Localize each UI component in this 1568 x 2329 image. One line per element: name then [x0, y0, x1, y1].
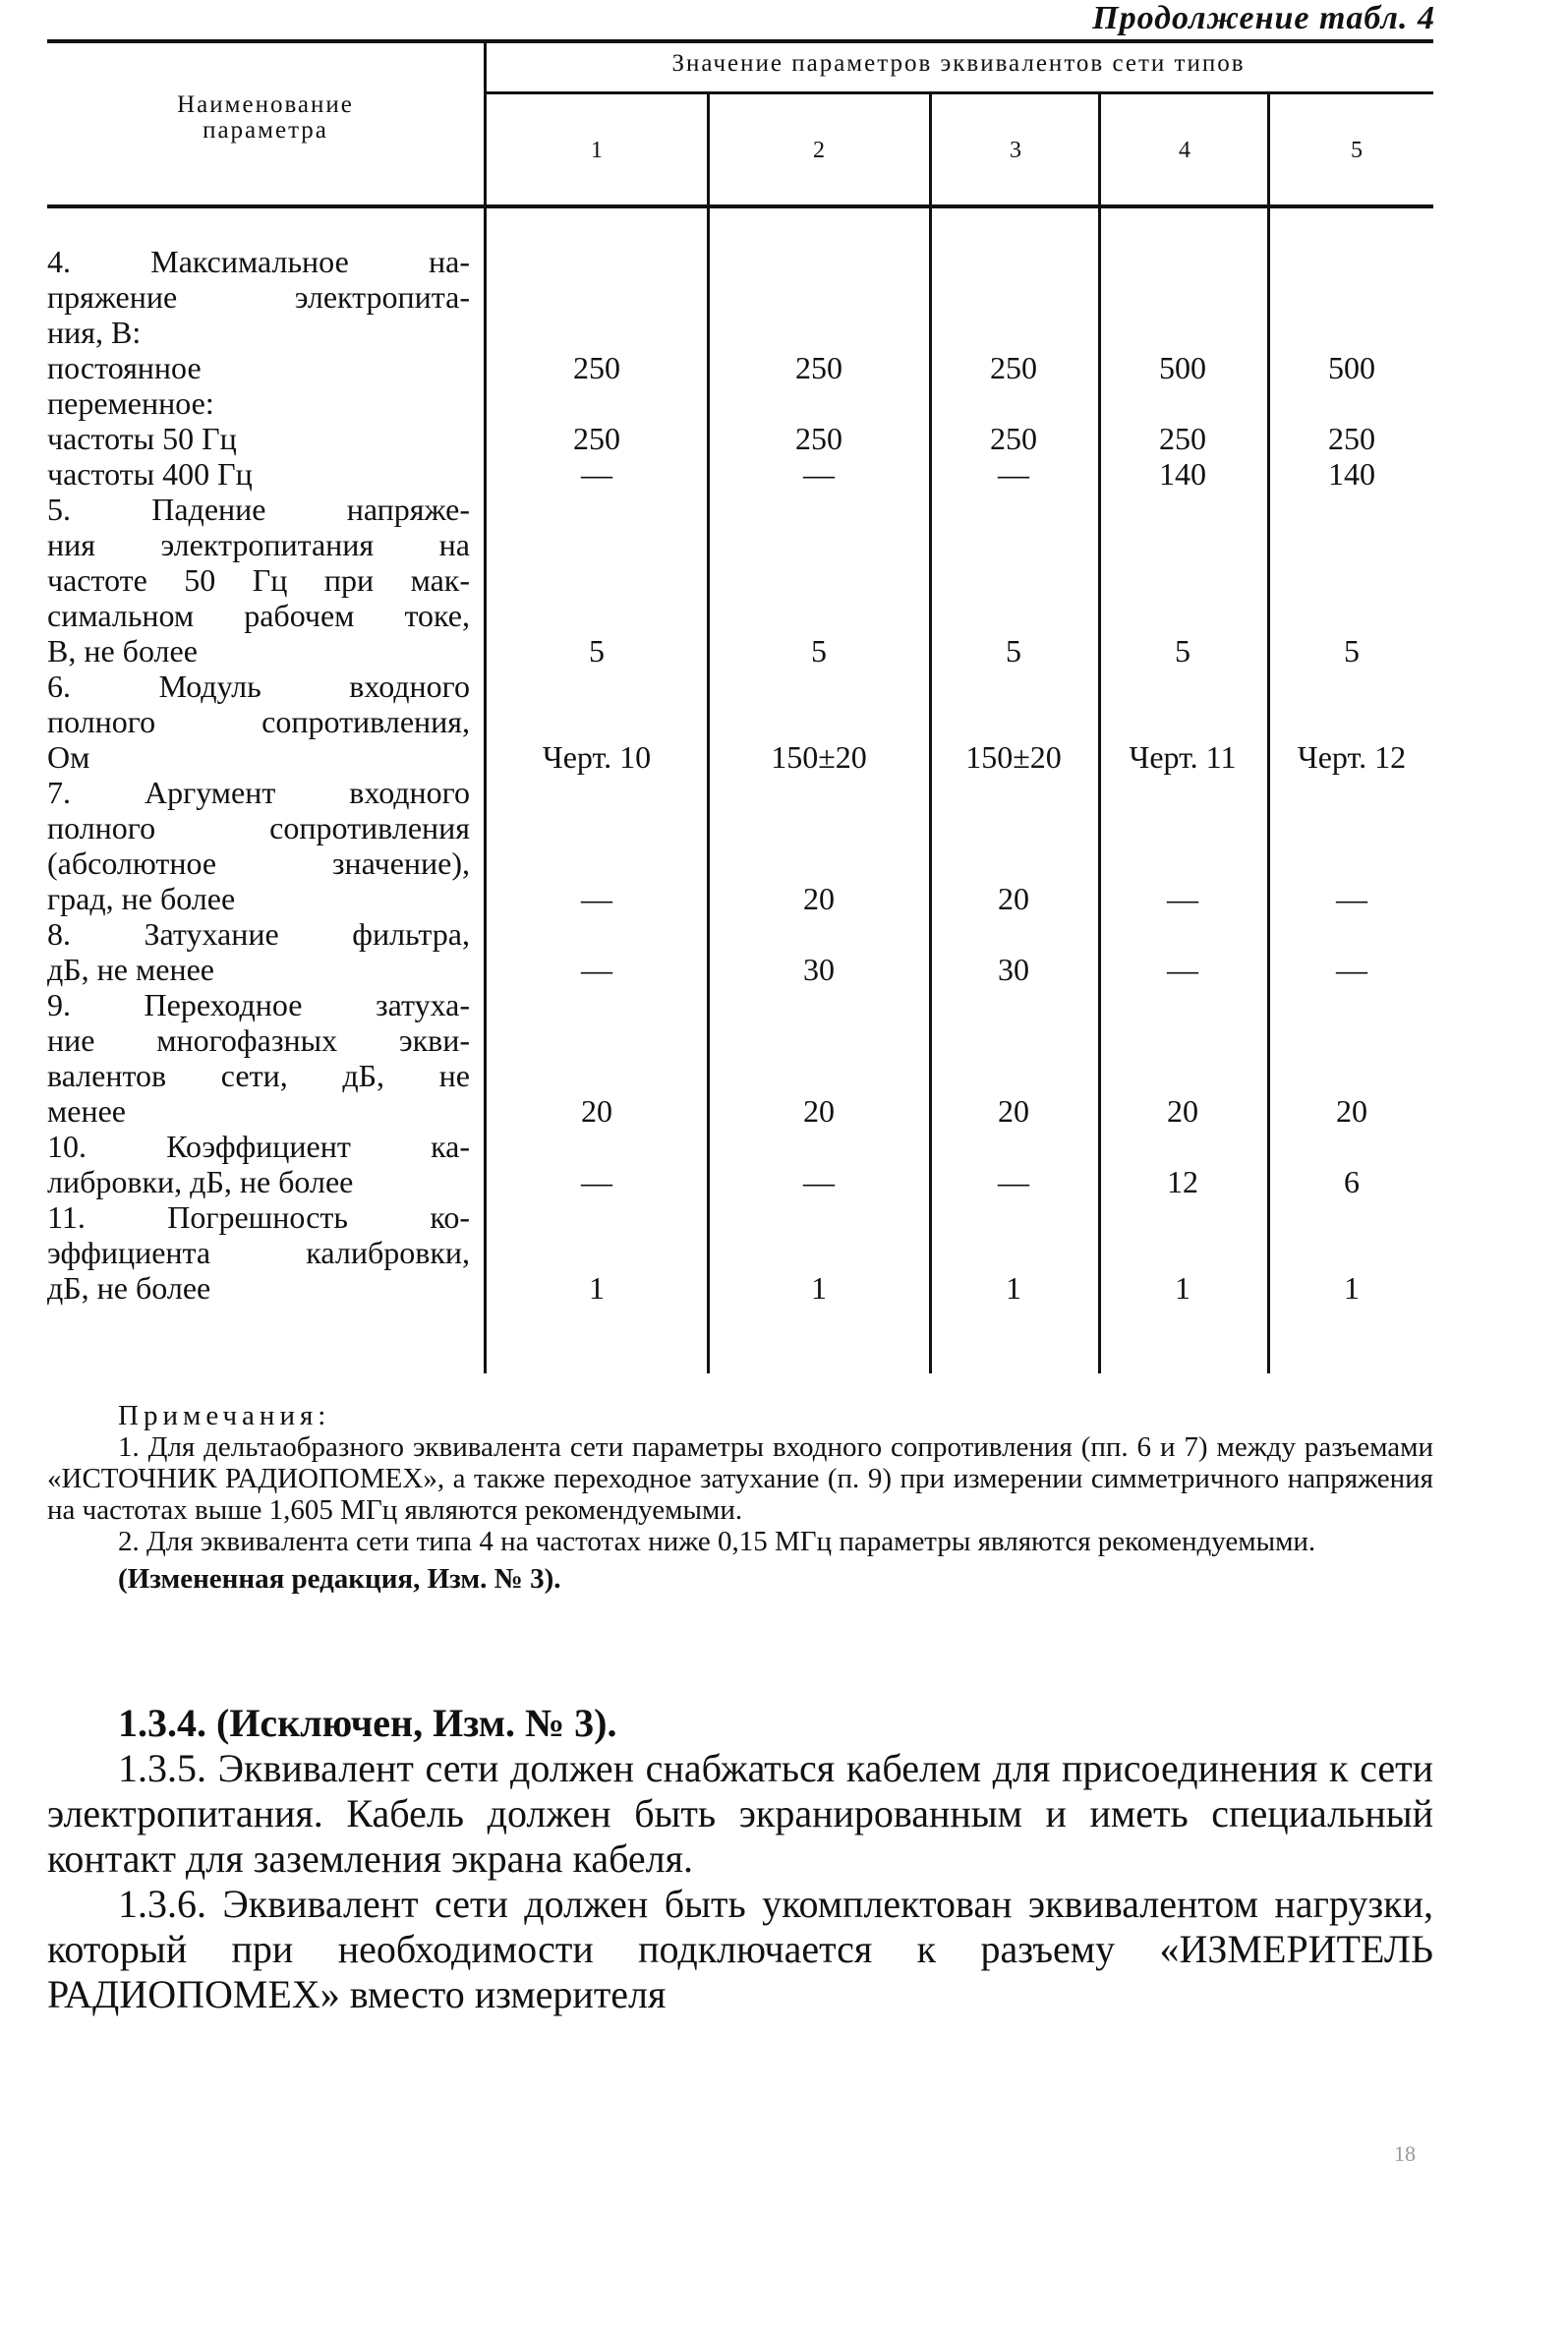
value-cell: —	[581, 952, 612, 987]
value-cell: 1	[1006, 1270, 1021, 1306]
value-cell: 20	[1336, 1093, 1367, 1129]
param-name-line: либровки, дБ, не более	[47, 1164, 354, 1199]
param-name-line: В, не более	[47, 633, 198, 669]
param-name-line: 9. Переходное затуха-	[47, 987, 470, 1022]
column-number: 3	[1010, 138, 1021, 163]
table-header-subrule	[484, 91, 1433, 94]
column-number: 4	[1179, 138, 1191, 163]
column-divider	[707, 208, 710, 1373]
value-cell: —	[803, 456, 835, 492]
value-cell: Черт. 12	[1297, 739, 1407, 775]
column-divider	[484, 43, 487, 204]
value-cell: 20	[803, 1093, 835, 1129]
value-cell: 6	[1344, 1164, 1360, 1199]
param-name-line: ние многофазных экви-	[47, 1022, 470, 1058]
value-cell: 5	[1006, 633, 1021, 669]
value-cell: —	[1167, 881, 1198, 916]
note-item: 1. Для дельтаобразного эквивалента сети параметры входного сопротивления (пп. 6 и 7) между разъемами «ИСТОЧНИК РАДИОПОМЕХ», а также переходное затухание (п. 9) при измерении симметричного напряжения на частотах выше 1,605 МГц являются рекомендуемыми.	[47, 1431, 1433, 1526]
param-name-line: валентов сети, дБ, не	[47, 1058, 470, 1093]
section-1-3-4: 1.3.4. (Исключен, Изм. № 3).	[118, 1701, 617, 1745]
column-divider	[1267, 94, 1270, 204]
value-cell: 250	[573, 350, 620, 385]
param-name-line: 11. Погрешность ко-	[47, 1199, 470, 1235]
value-cell: 250	[573, 421, 620, 456]
param-name-line: дБ, не более	[47, 1270, 211, 1306]
section-1-3-6: 1.3.6. Эквивалент сети должен быть укомплектован эквивалентом нагрузки, который при необходимости подключается к разъему «ИЗМЕРИТЕЛЬ РАДИОПОМЕХ» вместо измерителя	[47, 1882, 1433, 2016]
param-name-cell	[47, 987, 470, 1129]
param-name-line: 4. Максимальное на-	[47, 244, 470, 279]
param-name-line: полного сопротивления	[47, 810, 470, 845]
value-cell: 30	[998, 952, 1029, 987]
column-divider	[484, 208, 487, 1373]
column-number: 2	[813, 138, 825, 163]
value-cell: 20	[998, 1093, 1029, 1129]
column-divider	[707, 94, 710, 204]
value-cell: 5	[1344, 633, 1360, 669]
column-divider	[1267, 208, 1270, 1373]
value-cell: 12	[1167, 1164, 1198, 1199]
param-name-cell	[47, 1129, 470, 1199]
value-cell: 1	[589, 1270, 605, 1306]
notes-title: Примечания:	[118, 1400, 331, 1431]
value-cell: 20	[1167, 1093, 1198, 1129]
value-cell: Черт. 10	[542, 739, 652, 775]
value-cell: 500	[1328, 350, 1375, 385]
param-name-cell	[47, 350, 470, 385]
value-cell: 150±20	[965, 739, 1062, 775]
value-cell: Черт. 11	[1129, 739, 1237, 775]
value-cell: 20	[803, 881, 835, 916]
column-number: 5	[1351, 138, 1363, 163]
value-cell: 250	[795, 421, 842, 456]
value-cell: 5	[589, 633, 605, 669]
param-name-cell	[47, 456, 470, 492]
value-cell: 140	[1159, 456, 1206, 492]
param-name-line: частоты 50 Гц	[47, 421, 237, 456]
column-divider	[1098, 94, 1101, 204]
section-1-3-5: 1.3.5. Эквивалент сети должен снабжаться кабелем для присоединения к сети электропитания. Кабель должен быть экранированным и иметь специальный контакт для заземления экрана кабеля.	[47, 1746, 1433, 1881]
value-cell: 250	[1159, 421, 1206, 456]
param-name-line: 8. Затухание фильтра,	[47, 916, 470, 952]
value-cell: —	[581, 456, 612, 492]
value-cell: 1	[1175, 1270, 1191, 1306]
param-name-line: пряжение электропита-	[47, 279, 470, 315]
column-number: 1	[591, 138, 603, 163]
param-name-line: полного сопротивления,	[47, 704, 470, 739]
amendment-note: (Измененная редакция, Изм. № 3).	[118, 1563, 561, 1595]
param-name-line: 10. Коэффициент ка-	[47, 1129, 470, 1164]
column-divider	[929, 94, 932, 204]
param-name-line: симальном рабочем токе,	[47, 598, 470, 633]
column-divider	[1098, 208, 1101, 1373]
note-item: 2. Для эквивалента сети типа 4 на частотах ниже 0,15 МГц параметры являются рекомендуемыми.	[118, 1526, 1316, 1557]
value-cell: 5	[811, 633, 827, 669]
body-text	[47, 1701, 1433, 2017]
param-name-cell	[47, 916, 470, 987]
param-name-cell	[47, 421, 470, 456]
value-cell: 1	[811, 1270, 827, 1306]
param-name-cell	[47, 385, 470, 421]
param-name-cell	[47, 492, 470, 669]
value-cell: 150±20	[771, 739, 867, 775]
table-header-bottom-rule	[47, 204, 1433, 208]
table-continuation-caption: Продолжение табл. 4	[1092, 0, 1435, 36]
param-name-line: дБ, не менее	[47, 952, 214, 987]
value-cell: —	[803, 1164, 835, 1199]
param-name-line: частоты 400 Гц	[47, 456, 253, 492]
value-cell: 20	[998, 881, 1029, 916]
value-cell: —	[1336, 881, 1367, 916]
param-name-line: 7. Аргумент входного	[47, 775, 470, 810]
page-number: 18	[1394, 2141, 1416, 2166]
value-cell: 250	[1328, 421, 1375, 456]
param-name-line: ния, В:	[47, 315, 142, 350]
value-cell: 5	[1175, 633, 1191, 669]
table-top-rule	[47, 39, 1433, 43]
param-name-line: менее	[47, 1093, 126, 1129]
param-name-cell	[47, 244, 470, 350]
param-name-header: Наименование параметра	[177, 91, 354, 144]
param-name-cell	[47, 775, 470, 916]
value-cell: 250	[990, 421, 1037, 456]
value-cell: —	[581, 1164, 612, 1199]
param-name-line: эффициента калибровки,	[47, 1235, 470, 1270]
param-name-line: переменное:	[47, 385, 214, 421]
values-header: Значение параметров эквивалентов сети типов	[671, 50, 1246, 77]
value-cell: 140	[1328, 456, 1375, 492]
param-name-line: 6. Модуль входного	[47, 669, 470, 704]
value-cell: 250	[795, 350, 842, 385]
value-cell: —	[998, 456, 1029, 492]
param-name-line: постоянное	[47, 350, 202, 385]
value-cell: 20	[581, 1093, 612, 1129]
value-cell: —	[998, 1164, 1029, 1199]
value-cell: 250	[990, 350, 1037, 385]
param-name-line: ния электропитания на	[47, 527, 470, 562]
value-cell: —	[1336, 952, 1367, 987]
notes-block	[47, 1400, 1433, 1595]
param-name-line: (абсолютное значение),	[47, 845, 470, 881]
param-name-cell	[47, 1199, 470, 1306]
value-cell: —	[1167, 952, 1198, 987]
param-name-cell	[47, 669, 470, 775]
param-name-line: град, не более	[47, 881, 236, 916]
value-cell: 500	[1159, 350, 1206, 385]
value-cell: 1	[1344, 1270, 1360, 1306]
column-divider	[929, 208, 932, 1373]
param-name-line: Ом	[47, 739, 90, 775]
param-name-line: 5. Падение напряже-	[47, 492, 470, 527]
value-cell: 30	[803, 952, 835, 987]
param-name-line: частоте 50 Гц при мак-	[47, 562, 470, 598]
value-cell: —	[581, 881, 612, 916]
